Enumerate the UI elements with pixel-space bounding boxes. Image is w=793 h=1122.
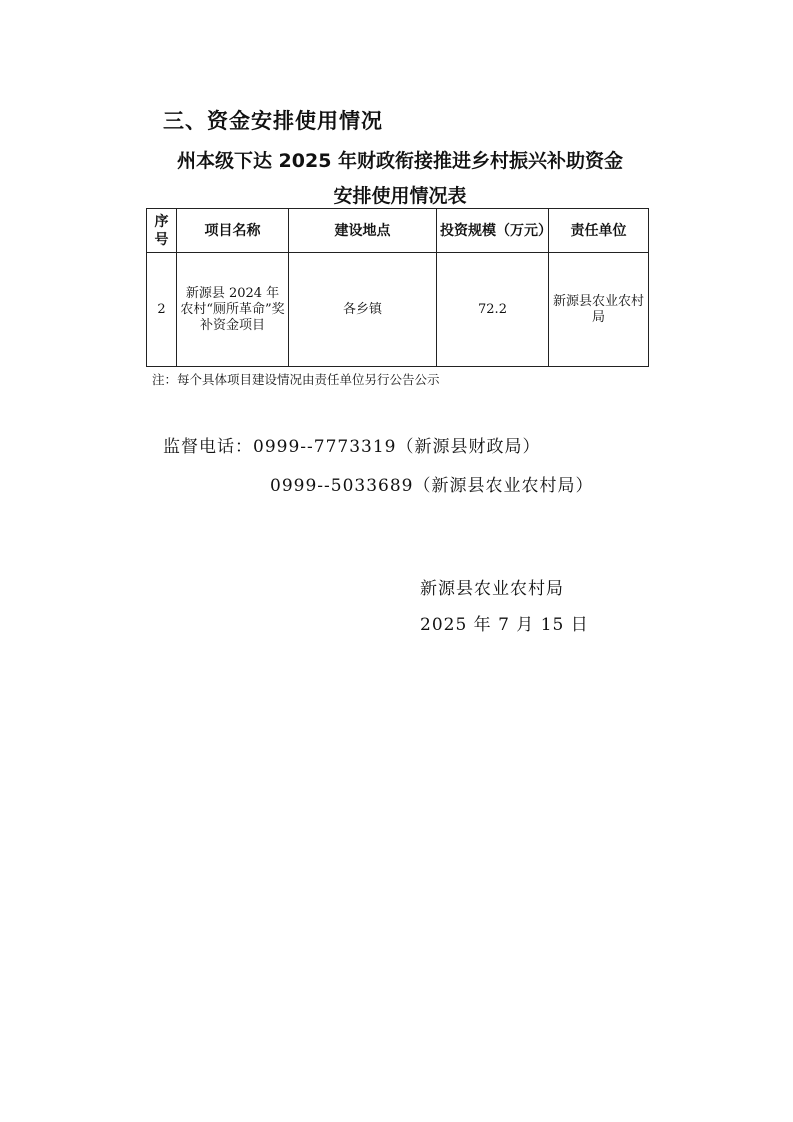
cell-no: 2 bbox=[147, 253, 177, 367]
section-heading: 三、资金安排使用情况 bbox=[163, 109, 383, 133]
cell-location: 各乡镇 bbox=[289, 253, 437, 367]
header-no: 序号 bbox=[147, 209, 177, 253]
cell-name: 新源县 2024 年农村“厕所革命”奖补资金项目 bbox=[177, 253, 289, 367]
table-header-row bbox=[147, 209, 649, 253]
table-note: 注：每个具体项目建设情况由责任单位另行公告公示 bbox=[152, 372, 440, 387]
table-title-line1: 州本级下达 2025 年财政衔接推进乡村振兴补助资金 bbox=[176, 150, 624, 172]
table-row bbox=[147, 253, 649, 367]
header-location: 建设地点 bbox=[289, 209, 437, 253]
signature-org: 新源县农业农村局 bbox=[420, 579, 564, 599]
contact-line-agriculture: 0999--5033689（新源县农业农村局） bbox=[270, 476, 594, 496]
header-amount: 投资规模（万元） bbox=[437, 209, 549, 253]
header-name: 项目名称 bbox=[177, 209, 289, 253]
contact-line-finance: 监督电话：0999--7773319（新源县财政局） bbox=[163, 437, 541, 457]
cell-amount: 72.2 bbox=[437, 253, 549, 367]
funds-table bbox=[146, 208, 649, 367]
header-unit: 责任单位 bbox=[549, 209, 649, 253]
cell-unit: 新源县农业农村局 bbox=[549, 253, 649, 367]
signature-date: 2025 年 7 月 15 日 bbox=[420, 615, 589, 635]
table-title-line2: 安排使用情况表 bbox=[333, 185, 467, 207]
